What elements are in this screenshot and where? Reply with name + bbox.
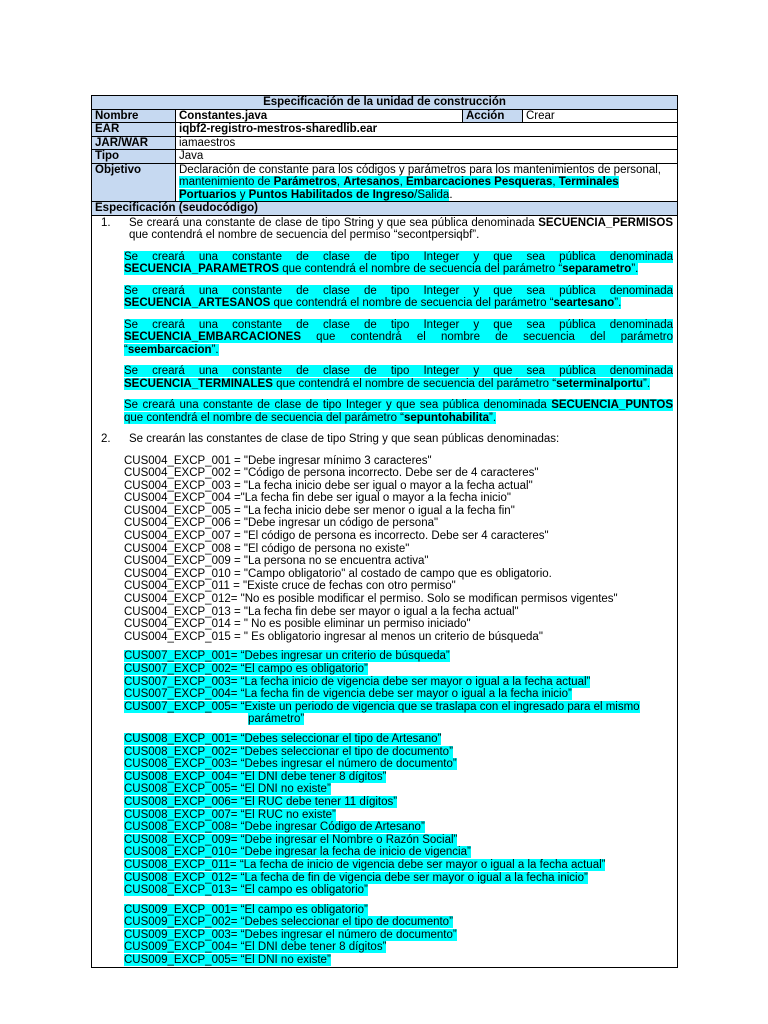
- constant-name: SECUENCIA_PUNTOS: [551, 399, 674, 411]
- cus009-constants: [124, 904, 673, 967]
- text-run: ”.: [643, 377, 651, 390]
- ear-label: EAR: [92, 123, 176, 137]
- constant-line: CUS007_EXCP_002= “El campo es obligatorio”: [124, 663, 368, 675]
- text-run: ”.: [631, 263, 639, 275]
- constant-line: CUS004_EXCP_011 = "Existe cruce de fechas con otro permiso": [124, 580, 456, 593]
- cus004-constants: [124, 455, 673, 644]
- constant-line: CUS008_EXCP_010= “Debe ingresar la fecha de inicio de vigencia”: [124, 846, 471, 859]
- text-run: que contendrá el nombre de secuencia del permiso “secontpersiqbf”.: [129, 229, 480, 241]
- text-run: ”.: [211, 343, 219, 356]
- sequence-name: seartesano: [553, 297, 615, 309]
- constant-line: CUS008_EXCP_003= “Debes ingresar el número de documento”: [124, 758, 457, 771]
- accion-label: Acción: [463, 109, 523, 123]
- spec-section-header: Especificación (seudocódigo): [92, 202, 678, 216]
- objetivo-parametros: Parámetros: [273, 176, 337, 188]
- objetivo-artesanos: Artesanos: [343, 176, 400, 188]
- constant-line: CUS004_EXCP_001 = "Debe ingresar mínimo 3 caracteres": [124, 454, 432, 467]
- constant-name: SECUENCIA_PERMISOS: [538, 216, 674, 229]
- objetivo-embarcaciones: Embarcaciones Pesqueras: [405, 176, 553, 188]
- list-item-1: [96, 217, 673, 242]
- cus008-constants: [124, 733, 673, 897]
- objetivo-sep: y: [236, 188, 249, 201]
- constant-line: CUS008_EXCP_013= “El campo es obligatorio”: [124, 884, 368, 897]
- constant-line: CUS007_EXCP_001= “Debes ingresar un criterio de búsqueda”: [124, 650, 450, 663]
- list-number: 1.: [101, 216, 111, 229]
- text-run: que contendrá el nombre de secuencia del parámetro “: [279, 263, 563, 275]
- objetivo-puntos: Puntos Habilitados de Ingreso: [248, 188, 415, 201]
- objetivo-sep: ,: [399, 176, 406, 188]
- objetivo-label: Objetivo: [92, 163, 176, 202]
- paragraph-embarcaciones: [124, 319, 673, 357]
- text-run: que contendrá el nombre de secuencia del parámetro “: [272, 377, 557, 390]
- constant-name: SECUENCIA_EMBARCACIONES: [124, 331, 301, 343]
- constant-line: CUS008_EXCP_011= “La fecha de inicio de vigencia debe ser mayor o igual a la fecha actual”: [124, 858, 606, 871]
- constant-line: CUS009_EXCP_004= “El DNI debe tener 8 dígitos”: [124, 941, 387, 954]
- constant-line: CUS008_EXCP_006= “El RUC debe tener 11 dígitos”: [124, 795, 398, 808]
- constant-line-continuation: parámetro”: [248, 713, 305, 726]
- constant-line: CUS009_EXCP_003= “Debes ingresar el número de documento”: [124, 928, 457, 941]
- accion-value: Crear: [523, 109, 678, 123]
- objetivo-period: .: [449, 188, 453, 201]
- constant-name: SECUENCIA_PARAMETROS: [124, 263, 280, 275]
- constant-line: CUS004_EXCP_013 = "La fecha fin debe ser mayor o igual a la fecha actual": [124, 605, 519, 618]
- constant-line: CUS007_EXCP_004= “La fecha fin de vigencia debe ser mayor o igual a la fecha inicio”: [124, 688, 572, 701]
- list-number: 2.: [101, 433, 111, 445]
- constant-line: CUS009_EXCP_005= “El DNI no existe”: [124, 954, 331, 967]
- constant-line: CUS008_EXCP_002= “Debes seleccionar el tipo de documento”: [124, 745, 453, 758]
- constant-line: CUS008_EXCP_007= “El RUC no existe”: [124, 808, 336, 821]
- constant-line: CUS004_EXCP_006 = "Debe ingresar un código de persona": [124, 517, 439, 530]
- text-run: Se creará una constante de clase de tipo Integer y que sea pública denominada: [124, 250, 674, 263]
- list-text: Se crearán las constantes de clase de tipo String y que sean públicas denominadas:: [129, 433, 560, 445]
- jarwar-value: iamaestros: [176, 136, 678, 150]
- sequence-name: sepuntohabilita: [404, 411, 489, 424]
- spec-body: [92, 215, 678, 967]
- constant-name: SECUENCIA_TERMINALES: [124, 377, 273, 390]
- list-text: [129, 217, 673, 242]
- text-run: ”.: [489, 411, 497, 424]
- constant-line: CUS007_EXCP_003= “La fecha inicio de vigencia debe ser mayor o igual a la fecha actual”: [124, 675, 591, 688]
- constant-line: CUS004_EXCP_003 = "La fecha inicio debe ser igual o mayor a la fecha actual": [124, 479, 533, 492]
- constant-line: CUS004_EXCP_004 ="La fecha fin debe ser igual o mayor a la fecha inicio": [124, 492, 511, 505]
- constant-line: CUS004_EXCP_015 = " Es obligatorio ingresar al menos un criterio de búsqueda": [124, 630, 543, 643]
- nombre-label: Nombre: [92, 109, 176, 123]
- table-title: Especificación de la unidad de construcción: [92, 96, 678, 110]
- paragraph-puntos: [124, 399, 673, 424]
- objetivo-highlighted: [179, 176, 674, 201]
- constant-line: CUS007_EXCP_005= “Existe un periodo de vigencia que se traslapa con el ingresado para el mismo: [124, 700, 640, 713]
- paragraph-terminales: [124, 365, 673, 390]
- list-item-2: [96, 433, 673, 446]
- constant-line: CUS008_EXCP_005= “El DNI no existe”: [124, 783, 331, 796]
- constant-line: CUS004_EXCP_007 = "El código de persona es incorrecto. Debe ser 4 caracteres": [124, 530, 549, 543]
- text-run: Se creará una constante de clase de tipo Integer y que sea pública denominada: [124, 365, 674, 377]
- text-run: Se creará una constante de clase de tipo Integer y que sea pública denominada: [124, 284, 674, 297]
- document-sheet: [91, 95, 677, 968]
- objetivo-line1: Declaración de constante para los códigos y parámetros para los mantenimientos de personal,: [179, 163, 661, 176]
- text-run: Se creará una constante de clase de tipo String y que sea pública denominada: [129, 216, 539, 229]
- constant-line: CUS008_EXCP_009= “Debe ingresar el Nombre o Razón Social”: [124, 833, 458, 846]
- sequence-name: seembarcacion: [127, 343, 212, 356]
- jarwar-label: JAR/WAR: [92, 136, 176, 150]
- constant-line: CUS004_EXCP_014 = " No es posible eliminar un permiso iniciado": [124, 618, 471, 631]
- constant-line: CUS008_EXCP_012= “La fecha de fin de vigencia debe ser mayor o igual a la fecha inicio”: [124, 871, 588, 884]
- constant-line: CUS004_EXCP_009 = "La persona no se encuentra activa": [124, 555, 429, 568]
- tipo-value: Java: [176, 150, 678, 164]
- text-run: que contendrá el nombre de secuencia del parámetro “: [124, 411, 405, 424]
- constant-line: CUS004_EXCP_008 = "El código de persona no existe": [124, 542, 410, 555]
- objetivo-sep: ,: [336, 176, 344, 188]
- constant-line: CUS008_EXCP_004= “El DNI debe tener 8 dígitos”: [124, 770, 387, 783]
- paragraph-artesanos: [124, 285, 673, 310]
- constant-line: CUS008_EXCP_001= “Debes seleccionar el tipo de Artesano”: [124, 732, 442, 745]
- objetivo-text: mantenimiento de: [179, 176, 274, 188]
- constant-line: CUS004_EXCP_002 = "Código de persona incorrecto. Debe ser de 4 caracteres": [124, 467, 539, 480]
- tipo-label: Tipo: [92, 150, 176, 164]
- paragraph-parametros: [124, 251, 673, 276]
- text-run: Se creará una constante de clase de tipo Integer y que sea pública denominada: [124, 399, 552, 411]
- spec-table: [91, 95, 678, 968]
- objetivo-sep: ,: [552, 176, 559, 188]
- text-run: Se creará una constante de clase de tipo Integer y que sea pública denominada: [124, 318, 674, 331]
- cus007-constants: [124, 650, 673, 726]
- constant-line: CUS004_EXCP_010 = "Campo obligatorio" al costado de campo que es obligatorio.: [124, 567, 552, 580]
- text-run: ”.: [614, 297, 622, 309]
- objetivo-value: [176, 163, 678, 202]
- objetivo-terminales: Terminales Portuarios: [179, 176, 619, 201]
- constant-name: SECUENCIA_ARTESANOS: [124, 297, 271, 309]
- ear-value: iqbf2-registro-mestros-sharedlib.ear: [176, 123, 678, 137]
- constant-line: CUS004_EXCP_005 = "La fecha inicio debe ser menor o igual a la fecha fin": [124, 504, 515, 517]
- constant-line: CUS008_EXCP_008= “Debe ingresar Código de Artesano”: [124, 821, 425, 834]
- objetivo-salida: /Salida: [414, 188, 450, 201]
- constant-line: CUS009_EXCP_001= “El campo es obligatorio”: [124, 903, 368, 916]
- sequence-name: seterminalportu: [556, 377, 644, 390]
- nombre-value: Constantes.java: [176, 109, 463, 123]
- text-run: que contendrá el nombre de secuencia del parámetro “: [270, 297, 554, 309]
- constant-line: CUS004_EXCP_012= "No es posible modificar el permiso. Solo se modifican permisos vigentes": [124, 593, 618, 606]
- sequence-name: separametro: [562, 263, 632, 275]
- text-run: que contendrá el nombre de secuencia del parámetro “: [124, 331, 674, 356]
- constant-line: CUS009_EXCP_002= “Debes seleccionar el tipo de documento”: [124, 916, 453, 929]
